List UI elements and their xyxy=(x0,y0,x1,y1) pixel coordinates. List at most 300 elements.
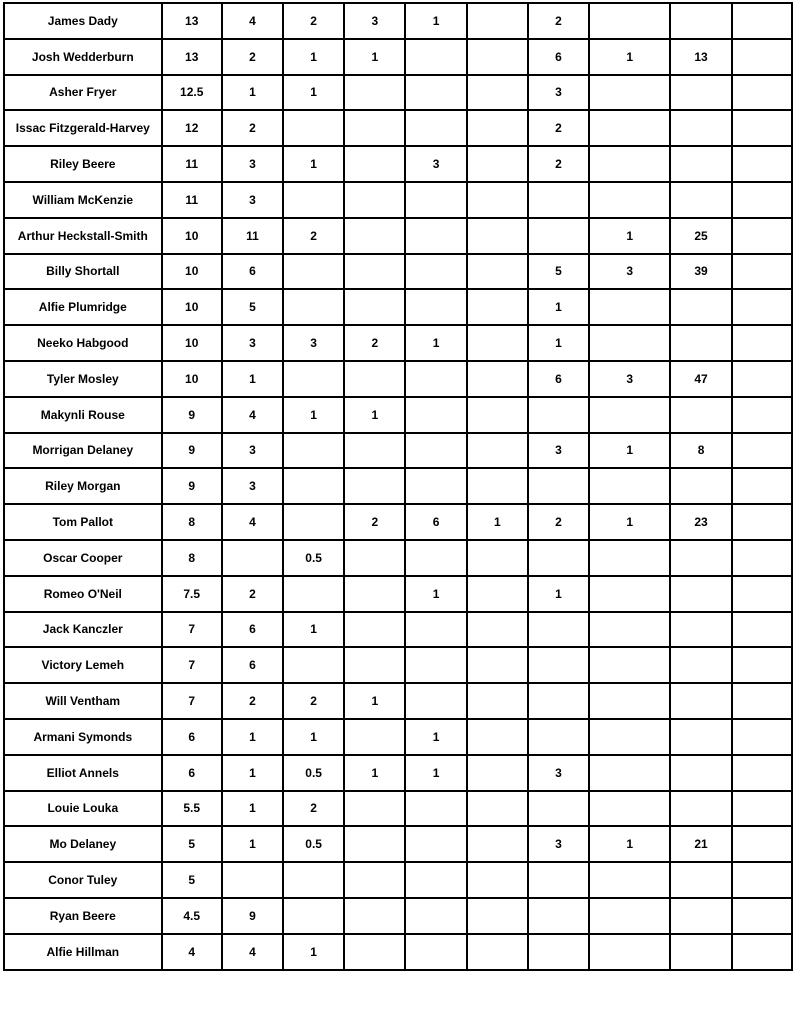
stat-cell xyxy=(344,719,405,755)
stat-cell xyxy=(405,791,466,827)
stat-cell xyxy=(344,862,405,898)
player-name-cell: Makynli Rouse xyxy=(4,397,162,433)
stat-cell xyxy=(670,898,731,934)
stat-cell xyxy=(344,289,405,325)
table-row xyxy=(4,719,792,755)
player-name-cell: Arthur Heckstall-Smith xyxy=(4,218,162,254)
table-row xyxy=(4,289,792,325)
stat-cell: 9 xyxy=(162,468,222,504)
stat-cell xyxy=(344,468,405,504)
stat-cell: 2 xyxy=(222,110,283,146)
stat-cell xyxy=(732,110,792,146)
table-row xyxy=(4,3,792,39)
stat-cell xyxy=(467,289,528,325)
player-name-cell: Morrigan Delaney xyxy=(4,433,162,469)
stat-cell xyxy=(344,612,405,648)
stat-cell: 6 xyxy=(162,719,222,755)
player-name-cell: Elliot Annels xyxy=(4,755,162,791)
stat-cell xyxy=(405,826,466,862)
stat-cell xyxy=(467,39,528,75)
stat-cell xyxy=(283,576,344,612)
stat-cell xyxy=(528,791,589,827)
stat-cell xyxy=(283,110,344,146)
stat-cell xyxy=(670,540,731,576)
table-row xyxy=(4,325,792,361)
stat-cell: 3 xyxy=(589,361,670,397)
stat-cell xyxy=(732,826,792,862)
table-row xyxy=(4,110,792,146)
stat-cell: 3 xyxy=(589,254,670,290)
stat-cell xyxy=(528,218,589,254)
stat-cell: 5 xyxy=(528,254,589,290)
stat-cell: 1 xyxy=(589,504,670,540)
stat-cell xyxy=(405,433,466,469)
stat-cell xyxy=(283,289,344,325)
stat-cell: 5 xyxy=(222,289,283,325)
stat-cell xyxy=(344,361,405,397)
stat-cell: 1 xyxy=(589,218,670,254)
stat-cell: 3 xyxy=(344,3,405,39)
stat-cell: 3 xyxy=(222,182,283,218)
stat-cell xyxy=(528,397,589,433)
stat-cell xyxy=(467,361,528,397)
stat-cell: 6 xyxy=(405,504,466,540)
stat-cell xyxy=(405,218,466,254)
player-name-cell: Mo Delaney xyxy=(4,826,162,862)
stat-cell: 10 xyxy=(162,289,222,325)
stat-cell xyxy=(405,397,466,433)
stat-cell xyxy=(732,433,792,469)
stat-cell xyxy=(732,218,792,254)
stat-cell xyxy=(283,182,344,218)
stat-cell: 1 xyxy=(589,826,670,862)
stat-cell: 11 xyxy=(162,182,222,218)
stat-cell xyxy=(732,39,792,75)
stat-cell xyxy=(467,146,528,182)
stat-cell xyxy=(528,862,589,898)
stat-cell xyxy=(467,325,528,361)
stat-cell: 6 xyxy=(528,39,589,75)
stat-cell xyxy=(732,468,792,504)
stat-cell xyxy=(344,647,405,683)
stat-cell xyxy=(732,146,792,182)
stat-cell: 0.5 xyxy=(283,755,344,791)
stat-cell xyxy=(732,325,792,361)
stat-cell: 2 xyxy=(222,39,283,75)
stat-cell: 7 xyxy=(162,612,222,648)
stat-cell xyxy=(670,862,731,898)
stat-cell: 5 xyxy=(162,862,222,898)
stat-cell xyxy=(732,862,792,898)
stat-cell xyxy=(467,934,528,970)
table-row xyxy=(4,361,792,397)
stat-cell xyxy=(467,433,528,469)
stat-cell: 4 xyxy=(162,934,222,970)
table-row xyxy=(4,862,792,898)
player-name-cell: Jack Kanczler xyxy=(4,612,162,648)
stat-cell xyxy=(405,934,466,970)
stat-cell xyxy=(732,504,792,540)
player-name-cell: Asher Fryer xyxy=(4,75,162,111)
stat-cell: 1 xyxy=(405,719,466,755)
stat-cell xyxy=(589,289,670,325)
stat-cell: 7 xyxy=(162,647,222,683)
table-row xyxy=(4,182,792,218)
player-name-cell: Armani Symonds xyxy=(4,719,162,755)
stat-cell: 3 xyxy=(528,433,589,469)
stat-cell: 1 xyxy=(405,3,466,39)
player-name-cell: Alfie Plumridge xyxy=(4,289,162,325)
stat-cell xyxy=(528,719,589,755)
stat-cell xyxy=(405,612,466,648)
stat-cell xyxy=(467,3,528,39)
player-name-cell: Victory Lemeh xyxy=(4,647,162,683)
stat-cell xyxy=(222,540,283,576)
stat-cell xyxy=(589,612,670,648)
table-row xyxy=(4,254,792,290)
stat-cell: 5 xyxy=(162,826,222,862)
stat-cell: 1 xyxy=(528,576,589,612)
stat-cell: 3 xyxy=(222,468,283,504)
stat-cell xyxy=(405,540,466,576)
player-name-cell: Louie Louka xyxy=(4,791,162,827)
stat-cell xyxy=(467,182,528,218)
stat-cell xyxy=(670,75,731,111)
player-name-cell: Billy Shortall xyxy=(4,254,162,290)
stat-cell: 8 xyxy=(162,540,222,576)
player-name-cell: Issac Fitzgerald-Harvey xyxy=(4,110,162,146)
stat-cell: 1 xyxy=(528,325,589,361)
stat-cell: 1 xyxy=(283,39,344,75)
stat-cell xyxy=(222,862,283,898)
stat-cell: 4 xyxy=(222,3,283,39)
stat-cell: 9 xyxy=(222,898,283,934)
stat-cell: 1 xyxy=(405,576,466,612)
table-row xyxy=(4,75,792,111)
stat-cell: 1 xyxy=(222,719,283,755)
stat-cell xyxy=(405,361,466,397)
stat-cell xyxy=(670,182,731,218)
table-row xyxy=(4,934,792,970)
stat-cell: 2 xyxy=(222,576,283,612)
stat-cell xyxy=(283,898,344,934)
stat-cell: 1 xyxy=(405,755,466,791)
stat-cell xyxy=(589,647,670,683)
table-row xyxy=(4,39,792,75)
stat-cell xyxy=(283,254,344,290)
stat-cell xyxy=(670,719,731,755)
stat-cell: 6 xyxy=(162,755,222,791)
stat-cell: 1 xyxy=(222,791,283,827)
table-row xyxy=(4,791,792,827)
table-row xyxy=(4,146,792,182)
table-row xyxy=(4,647,792,683)
stat-cell xyxy=(467,826,528,862)
stat-cell xyxy=(344,146,405,182)
stat-cell xyxy=(405,647,466,683)
stat-cell xyxy=(589,110,670,146)
stat-cell xyxy=(405,898,466,934)
stat-cell: 3 xyxy=(222,325,283,361)
stat-cell xyxy=(467,254,528,290)
stat-cell: 1 xyxy=(467,504,528,540)
stat-cell xyxy=(589,719,670,755)
stat-cell: 1 xyxy=(528,289,589,325)
stat-cell: 13 xyxy=(162,3,222,39)
stat-cell: 6 xyxy=(222,254,283,290)
stat-cell xyxy=(405,75,466,111)
stat-cell: 3 xyxy=(222,433,283,469)
stat-cell: 2 xyxy=(283,218,344,254)
stat-cell xyxy=(589,755,670,791)
stat-cell xyxy=(732,254,792,290)
stat-cell: 1 xyxy=(405,325,466,361)
stat-cell: 1 xyxy=(283,146,344,182)
stat-cell xyxy=(589,3,670,39)
stat-cell: 25 xyxy=(670,218,731,254)
stat-cell xyxy=(467,683,528,719)
stat-cell xyxy=(732,3,792,39)
stat-cell xyxy=(732,397,792,433)
stat-cell xyxy=(670,934,731,970)
stat-cell xyxy=(344,110,405,146)
stat-cell: 7 xyxy=(162,683,222,719)
player-name-cell: Riley Morgan xyxy=(4,468,162,504)
player-name-cell: Oscar Cooper xyxy=(4,540,162,576)
stat-cell xyxy=(732,361,792,397)
stat-cell xyxy=(344,218,405,254)
stat-cell: 13 xyxy=(670,39,731,75)
player-name-cell: William McKenzie xyxy=(4,182,162,218)
stat-cell: 1 xyxy=(222,361,283,397)
player-name-cell: Ryan Beere xyxy=(4,898,162,934)
stat-cell: 5.5 xyxy=(162,791,222,827)
stat-cell: 1 xyxy=(283,612,344,648)
stat-cell xyxy=(405,289,466,325)
stat-cell xyxy=(732,612,792,648)
player-name-cell: Alfie Hillman xyxy=(4,934,162,970)
stat-cell xyxy=(732,576,792,612)
stat-cell xyxy=(732,540,792,576)
stat-cell xyxy=(589,146,670,182)
stat-cell xyxy=(589,683,670,719)
stat-cell xyxy=(467,576,528,612)
stat-cell: 1 xyxy=(589,39,670,75)
stat-cell xyxy=(528,540,589,576)
stat-cell xyxy=(589,862,670,898)
stat-cell: 2 xyxy=(283,791,344,827)
table-row xyxy=(4,218,792,254)
stat-cell: 10 xyxy=(162,361,222,397)
stat-cell xyxy=(670,289,731,325)
stat-cell xyxy=(344,791,405,827)
table-row xyxy=(4,576,792,612)
table-row xyxy=(4,898,792,934)
stat-cell xyxy=(589,540,670,576)
stat-cell: 0.5 xyxy=(283,540,344,576)
stat-cell xyxy=(732,182,792,218)
stat-cell: 47 xyxy=(670,361,731,397)
stat-cell: 10 xyxy=(162,218,222,254)
player-name-cell: Romeo O'Neil xyxy=(4,576,162,612)
stat-cell: 4 xyxy=(222,504,283,540)
player-name-cell: Riley Beere xyxy=(4,146,162,182)
stat-cell xyxy=(405,182,466,218)
stat-cell: 1 xyxy=(344,755,405,791)
stat-cell xyxy=(405,254,466,290)
stat-cell xyxy=(670,110,731,146)
stat-cell: 4.5 xyxy=(162,898,222,934)
stat-cell: 4 xyxy=(222,397,283,433)
stat-cell xyxy=(528,934,589,970)
table-body xyxy=(4,3,792,970)
stat-cell xyxy=(344,540,405,576)
stat-cell xyxy=(528,182,589,218)
stat-cell xyxy=(670,3,731,39)
table-row xyxy=(4,433,792,469)
stat-cell: 23 xyxy=(670,504,731,540)
stat-cell xyxy=(467,719,528,755)
table-row xyxy=(4,826,792,862)
player-name-cell: James Dady xyxy=(4,3,162,39)
stat-cell: 39 xyxy=(670,254,731,290)
stat-cell xyxy=(670,146,731,182)
player-stats-table xyxy=(3,2,793,971)
stat-cell xyxy=(670,468,731,504)
stat-cell: 1 xyxy=(344,397,405,433)
stat-cell xyxy=(732,934,792,970)
stat-cell xyxy=(467,110,528,146)
stat-cell xyxy=(589,468,670,504)
stat-cell: 2 xyxy=(344,325,405,361)
stat-cell: 10 xyxy=(162,254,222,290)
stat-cell xyxy=(528,468,589,504)
stat-cell xyxy=(670,325,731,361)
stat-cell: 1 xyxy=(283,719,344,755)
stat-cell xyxy=(283,433,344,469)
stat-cell: 12.5 xyxy=(162,75,222,111)
stat-cell: 1 xyxy=(222,75,283,111)
stat-cell xyxy=(732,791,792,827)
stat-cell: 1 xyxy=(283,397,344,433)
stat-cell: 3 xyxy=(528,755,589,791)
stat-cell: 9 xyxy=(162,397,222,433)
stat-cell xyxy=(670,791,731,827)
stat-cell xyxy=(467,218,528,254)
stat-cell: 2 xyxy=(283,3,344,39)
table-row xyxy=(4,612,792,648)
stat-cell: 3 xyxy=(528,75,589,111)
stat-cell: 1 xyxy=(344,39,405,75)
stat-cell xyxy=(405,862,466,898)
stat-cell: 3 xyxy=(528,826,589,862)
stat-cell: 11 xyxy=(222,218,283,254)
stat-cell xyxy=(467,468,528,504)
stat-cell: 2 xyxy=(222,683,283,719)
stat-cell: 1 xyxy=(222,826,283,862)
stat-cell: 6 xyxy=(222,647,283,683)
stat-cell xyxy=(732,289,792,325)
stat-cell xyxy=(344,826,405,862)
player-name-cell: Conor Tuley xyxy=(4,862,162,898)
player-name-cell: Neeko Habgood xyxy=(4,325,162,361)
stat-cell xyxy=(589,934,670,970)
stat-cell xyxy=(732,755,792,791)
stat-cell: 1 xyxy=(283,934,344,970)
stat-cell xyxy=(467,612,528,648)
stat-cell xyxy=(732,898,792,934)
stat-cell xyxy=(283,862,344,898)
table-row xyxy=(4,755,792,791)
stat-cell: 2 xyxy=(528,146,589,182)
stat-cell xyxy=(528,612,589,648)
stat-cell: 2 xyxy=(283,683,344,719)
stat-cell: 21 xyxy=(670,826,731,862)
stat-cell xyxy=(467,791,528,827)
table-row xyxy=(4,540,792,576)
stat-cell: 6 xyxy=(528,361,589,397)
stat-cell xyxy=(528,683,589,719)
stat-cell xyxy=(467,755,528,791)
stat-cell xyxy=(670,755,731,791)
table-row xyxy=(4,397,792,433)
stat-cell xyxy=(344,576,405,612)
stat-cell: 13 xyxy=(162,39,222,75)
stat-cell xyxy=(589,397,670,433)
stat-cell xyxy=(589,325,670,361)
stat-cell xyxy=(528,898,589,934)
stat-cell xyxy=(467,397,528,433)
stat-cell: 0.5 xyxy=(283,826,344,862)
stat-cell: 10 xyxy=(162,325,222,361)
stat-cell xyxy=(283,647,344,683)
stat-cell xyxy=(283,504,344,540)
stat-cell xyxy=(405,39,466,75)
stat-cell xyxy=(589,75,670,111)
stat-cell xyxy=(467,862,528,898)
stat-cell xyxy=(405,110,466,146)
stat-cell xyxy=(344,254,405,290)
stat-cell xyxy=(589,898,670,934)
stat-cell: 1 xyxy=(283,75,344,111)
stat-cell xyxy=(467,75,528,111)
stat-cell: 2 xyxy=(528,3,589,39)
stat-cell: 6 xyxy=(222,612,283,648)
player-name-cell: Josh Wedderburn xyxy=(4,39,162,75)
player-name-cell: Tyler Mosley xyxy=(4,361,162,397)
stat-cell xyxy=(732,647,792,683)
stat-cell xyxy=(589,182,670,218)
stat-cell: 12 xyxy=(162,110,222,146)
stat-cell: 3 xyxy=(222,146,283,182)
stat-cell: 11 xyxy=(162,146,222,182)
stat-cell xyxy=(589,791,670,827)
stat-cell xyxy=(283,468,344,504)
stat-cell: 2 xyxy=(528,504,589,540)
stat-cell xyxy=(670,576,731,612)
table-row xyxy=(4,468,792,504)
stat-cell xyxy=(467,540,528,576)
stat-cell: 3 xyxy=(283,325,344,361)
stat-cell xyxy=(670,397,731,433)
stat-cell xyxy=(344,934,405,970)
stat-cell: 3 xyxy=(405,146,466,182)
stat-cell: 4 xyxy=(222,934,283,970)
stat-cell xyxy=(283,361,344,397)
stat-cell xyxy=(405,683,466,719)
stat-cell xyxy=(344,898,405,934)
stat-cell xyxy=(344,433,405,469)
